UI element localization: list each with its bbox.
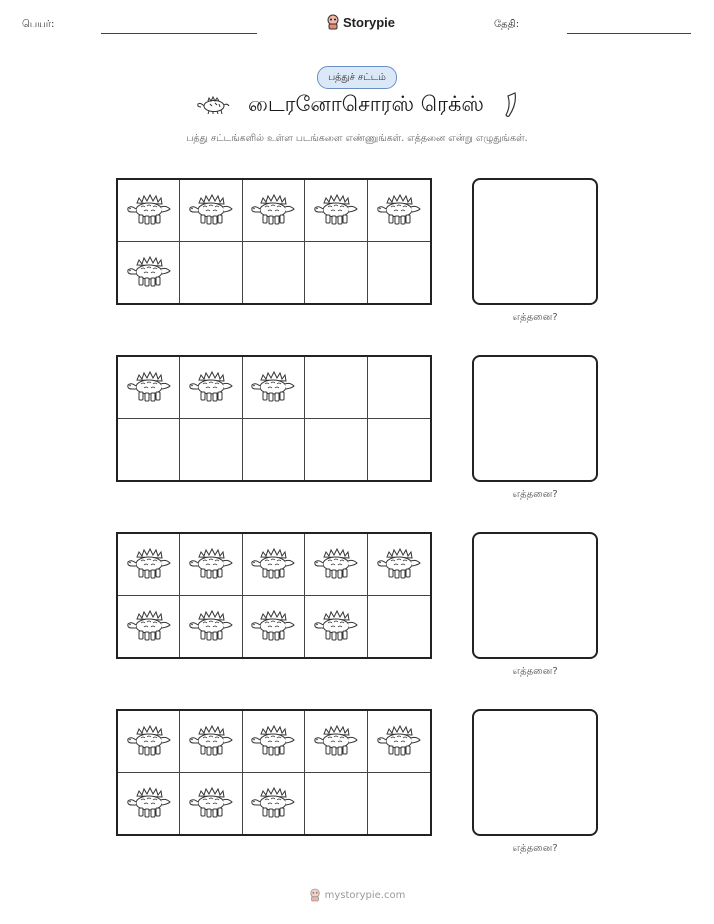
brand-name: Storypie — [343, 14, 396, 30]
frame-cell — [305, 357, 367, 419]
ten-frame-1 — [116, 178, 432, 305]
frame-cell — [180, 596, 242, 658]
stegosaurus-icon — [250, 786, 296, 820]
frame-cell — [243, 773, 305, 835]
answer-box-3[interactable] — [472, 532, 598, 659]
stegosaurus-icon — [188, 724, 234, 758]
ten-frame-3 — [116, 532, 432, 659]
stegosaurus-icon — [126, 547, 172, 581]
page-title: டைரனோசொரஸ் ரெக்ஸ் — [248, 91, 484, 116]
stegosaurus-icon — [188, 609, 234, 643]
storypie-mascot-icon — [326, 14, 340, 30]
frame-cell — [118, 534, 180, 596]
answer-box-4[interactable] — [472, 709, 598, 836]
stegosaurus-icon — [188, 193, 234, 227]
answer-box-2[interactable] — [472, 355, 598, 482]
frame-cell — [305, 242, 367, 304]
date-label: தேதி: — [494, 19, 520, 30]
brand-logo — [326, 14, 395, 30]
frame-cell — [305, 534, 367, 596]
stegosaurus-icon — [126, 193, 172, 227]
stegosaurus-icon — [313, 609, 359, 643]
frame-cell — [243, 711, 305, 773]
answer-box-1[interactable] — [472, 178, 598, 305]
stegosaurus-icon — [376, 547, 422, 581]
stegosaurus-icon — [313, 724, 359, 758]
stegosaurus-icon — [250, 547, 296, 581]
frame-cell — [118, 711, 180, 773]
stegosaurus-icon — [188, 370, 234, 404]
frame-cell — [243, 180, 305, 242]
storypie-mascot-icon — [309, 888, 321, 902]
footer-site[interactable]: mystorypie.com — [324, 889, 406, 901]
instructions: பத்து சட்டங்களில் உள்ள படங்களை எண்ணுங்கள். எத்தனை என்று எழுதுங்கள். — [186, 133, 528, 144]
frame-cell — [368, 596, 430, 658]
frame-cell — [243, 242, 305, 304]
frame-cell — [305, 773, 367, 835]
frame-cell — [368, 534, 430, 596]
frame-cell — [118, 180, 180, 242]
stegosaurus-icon — [126, 724, 172, 758]
frame-cell — [180, 711, 242, 773]
frame-cell — [180, 357, 242, 419]
frame-cell — [368, 419, 430, 481]
footer — [309, 888, 406, 902]
frame-cell — [118, 773, 180, 835]
stegosaurus-icon — [126, 609, 172, 643]
frame-cell — [305, 180, 367, 242]
stegosaurus-icon — [250, 609, 296, 643]
stegosaurus-icon — [188, 786, 234, 820]
frame-cell — [180, 534, 242, 596]
frame-cell — [180, 773, 242, 835]
answer-label-1: எத்தனை? — [512, 312, 558, 323]
frame-cell — [118, 242, 180, 304]
stegosaurus-icon — [313, 547, 359, 581]
frame-cell — [243, 534, 305, 596]
ten-frame-4 — [116, 709, 432, 836]
stegosaurus-icon — [126, 370, 172, 404]
frame-cell — [243, 357, 305, 419]
frame-cell — [180, 180, 242, 242]
stegosaurus-icon — [188, 547, 234, 581]
answer-label-2: எத்தனை? — [512, 489, 558, 500]
stegosaurus-icon — [376, 724, 422, 758]
stegosaurus-icon — [126, 255, 172, 289]
dinosaur-icon — [196, 95, 230, 115]
name-label: பெயர்: — [22, 19, 55, 30]
stegosaurus-icon — [126, 786, 172, 820]
ten-frame-2 — [116, 355, 432, 482]
worksheet-type-badge: பத்துச் சட்டம் — [317, 66, 397, 89]
answer-label-4: எத்தனை? — [512, 843, 558, 854]
date-line[interactable] — [567, 33, 691, 34]
frame-cell — [368, 180, 430, 242]
stegosaurus-icon — [250, 370, 296, 404]
frame-cell — [368, 242, 430, 304]
name-line[interactable] — [101, 33, 257, 34]
frame-cell — [118, 357, 180, 419]
tooth-icon — [502, 92, 518, 118]
frame-cell — [118, 419, 180, 481]
stegosaurus-icon — [250, 724, 296, 758]
stegosaurus-icon — [376, 193, 422, 227]
frame-cell — [180, 242, 242, 304]
frame-cell — [243, 419, 305, 481]
frame-cell — [180, 419, 242, 481]
frame-cell — [243, 596, 305, 658]
answer-label-3: எத்தனை? — [512, 666, 558, 677]
stegosaurus-icon — [250, 193, 296, 227]
frame-cell — [118, 596, 180, 658]
frame-cell — [305, 596, 367, 658]
stegosaurus-icon — [313, 193, 359, 227]
frame-cell — [368, 773, 430, 835]
frame-cell — [368, 711, 430, 773]
frame-cell — [305, 419, 367, 481]
frame-cell — [305, 711, 367, 773]
frame-cell — [368, 357, 430, 419]
